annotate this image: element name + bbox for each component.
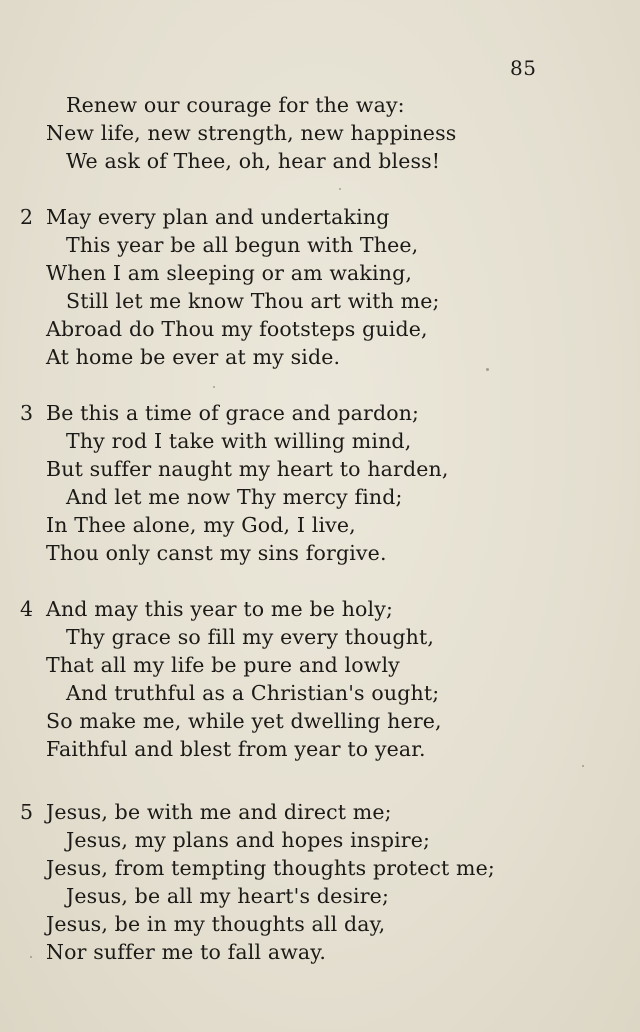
- verse-line: And truthful as a Christian's ought;: [66, 681, 440, 705]
- verse-line: But suffer naught my heart to harden,: [46, 457, 449, 481]
- paper-speck: [486, 368, 489, 371]
- verse-line: May every plan and undertaking: [46, 205, 390, 229]
- verse-line: Thou only canst my sins forgive.: [46, 541, 387, 565]
- verse-line: Faithful and blest from year to year.: [46, 737, 426, 761]
- verse-line: Be this a time of grace and pardon;: [46, 401, 420, 425]
- verse-line: Jesus, be all my heart's desire;: [66, 884, 390, 908]
- paper-speck: [339, 188, 341, 190]
- verse-line: Nor suffer me to fall away.: [46, 940, 326, 964]
- verse-line: New life, new strength, new happiness: [46, 121, 457, 145]
- verse-line: In Thee alone, my God, I live,: [46, 513, 356, 537]
- stanza-number: 3: [20, 401, 34, 425]
- verse-line: So make me, while yet dwelling here,: [46, 709, 442, 733]
- verse-line: At home be ever at my side.: [46, 345, 341, 369]
- page-number: 85: [510, 56, 537, 80]
- paper-speck: [30, 956, 32, 958]
- verse-line: Renew our courage for the way:: [66, 93, 405, 117]
- paper-speck: [582, 765, 584, 767]
- verse-line: This year be all begun with Thee,: [66, 233, 419, 257]
- verse-line: When I am sleeping or am waking,: [46, 261, 413, 285]
- verse-line: That all my life be pure and lowly: [46, 653, 400, 677]
- verse-line: Jesus, be in my thoughts all day,: [46, 912, 386, 936]
- stanza-number: 5: [20, 800, 34, 824]
- verse-line: Thy rod I take with willing mind,: [66, 429, 412, 453]
- verse-line: And let me now Thy mercy find;: [66, 485, 403, 509]
- verse-line: And may this year to me be holy;: [46, 597, 394, 621]
- verse-line: We ask of Thee, oh, hear and bless!: [66, 149, 441, 173]
- verse-line: Jesus, from tempting thoughts protect me;: [46, 856, 495, 880]
- verse-line: Thy grace so fill my every thought,: [66, 625, 434, 649]
- verse-line: Jesus, my plans and hopes inspire;: [66, 828, 431, 852]
- stanza-number: 2: [20, 205, 34, 229]
- paper-speck: [213, 386, 215, 388]
- verse-line: Abroad do Thou my footsteps guide,: [46, 317, 428, 341]
- verse-line: Still let me know Thou art with me;: [66, 289, 440, 313]
- verse-line: Jesus, be with me and direct me;: [46, 800, 392, 824]
- stanza-number: 4: [20, 597, 34, 621]
